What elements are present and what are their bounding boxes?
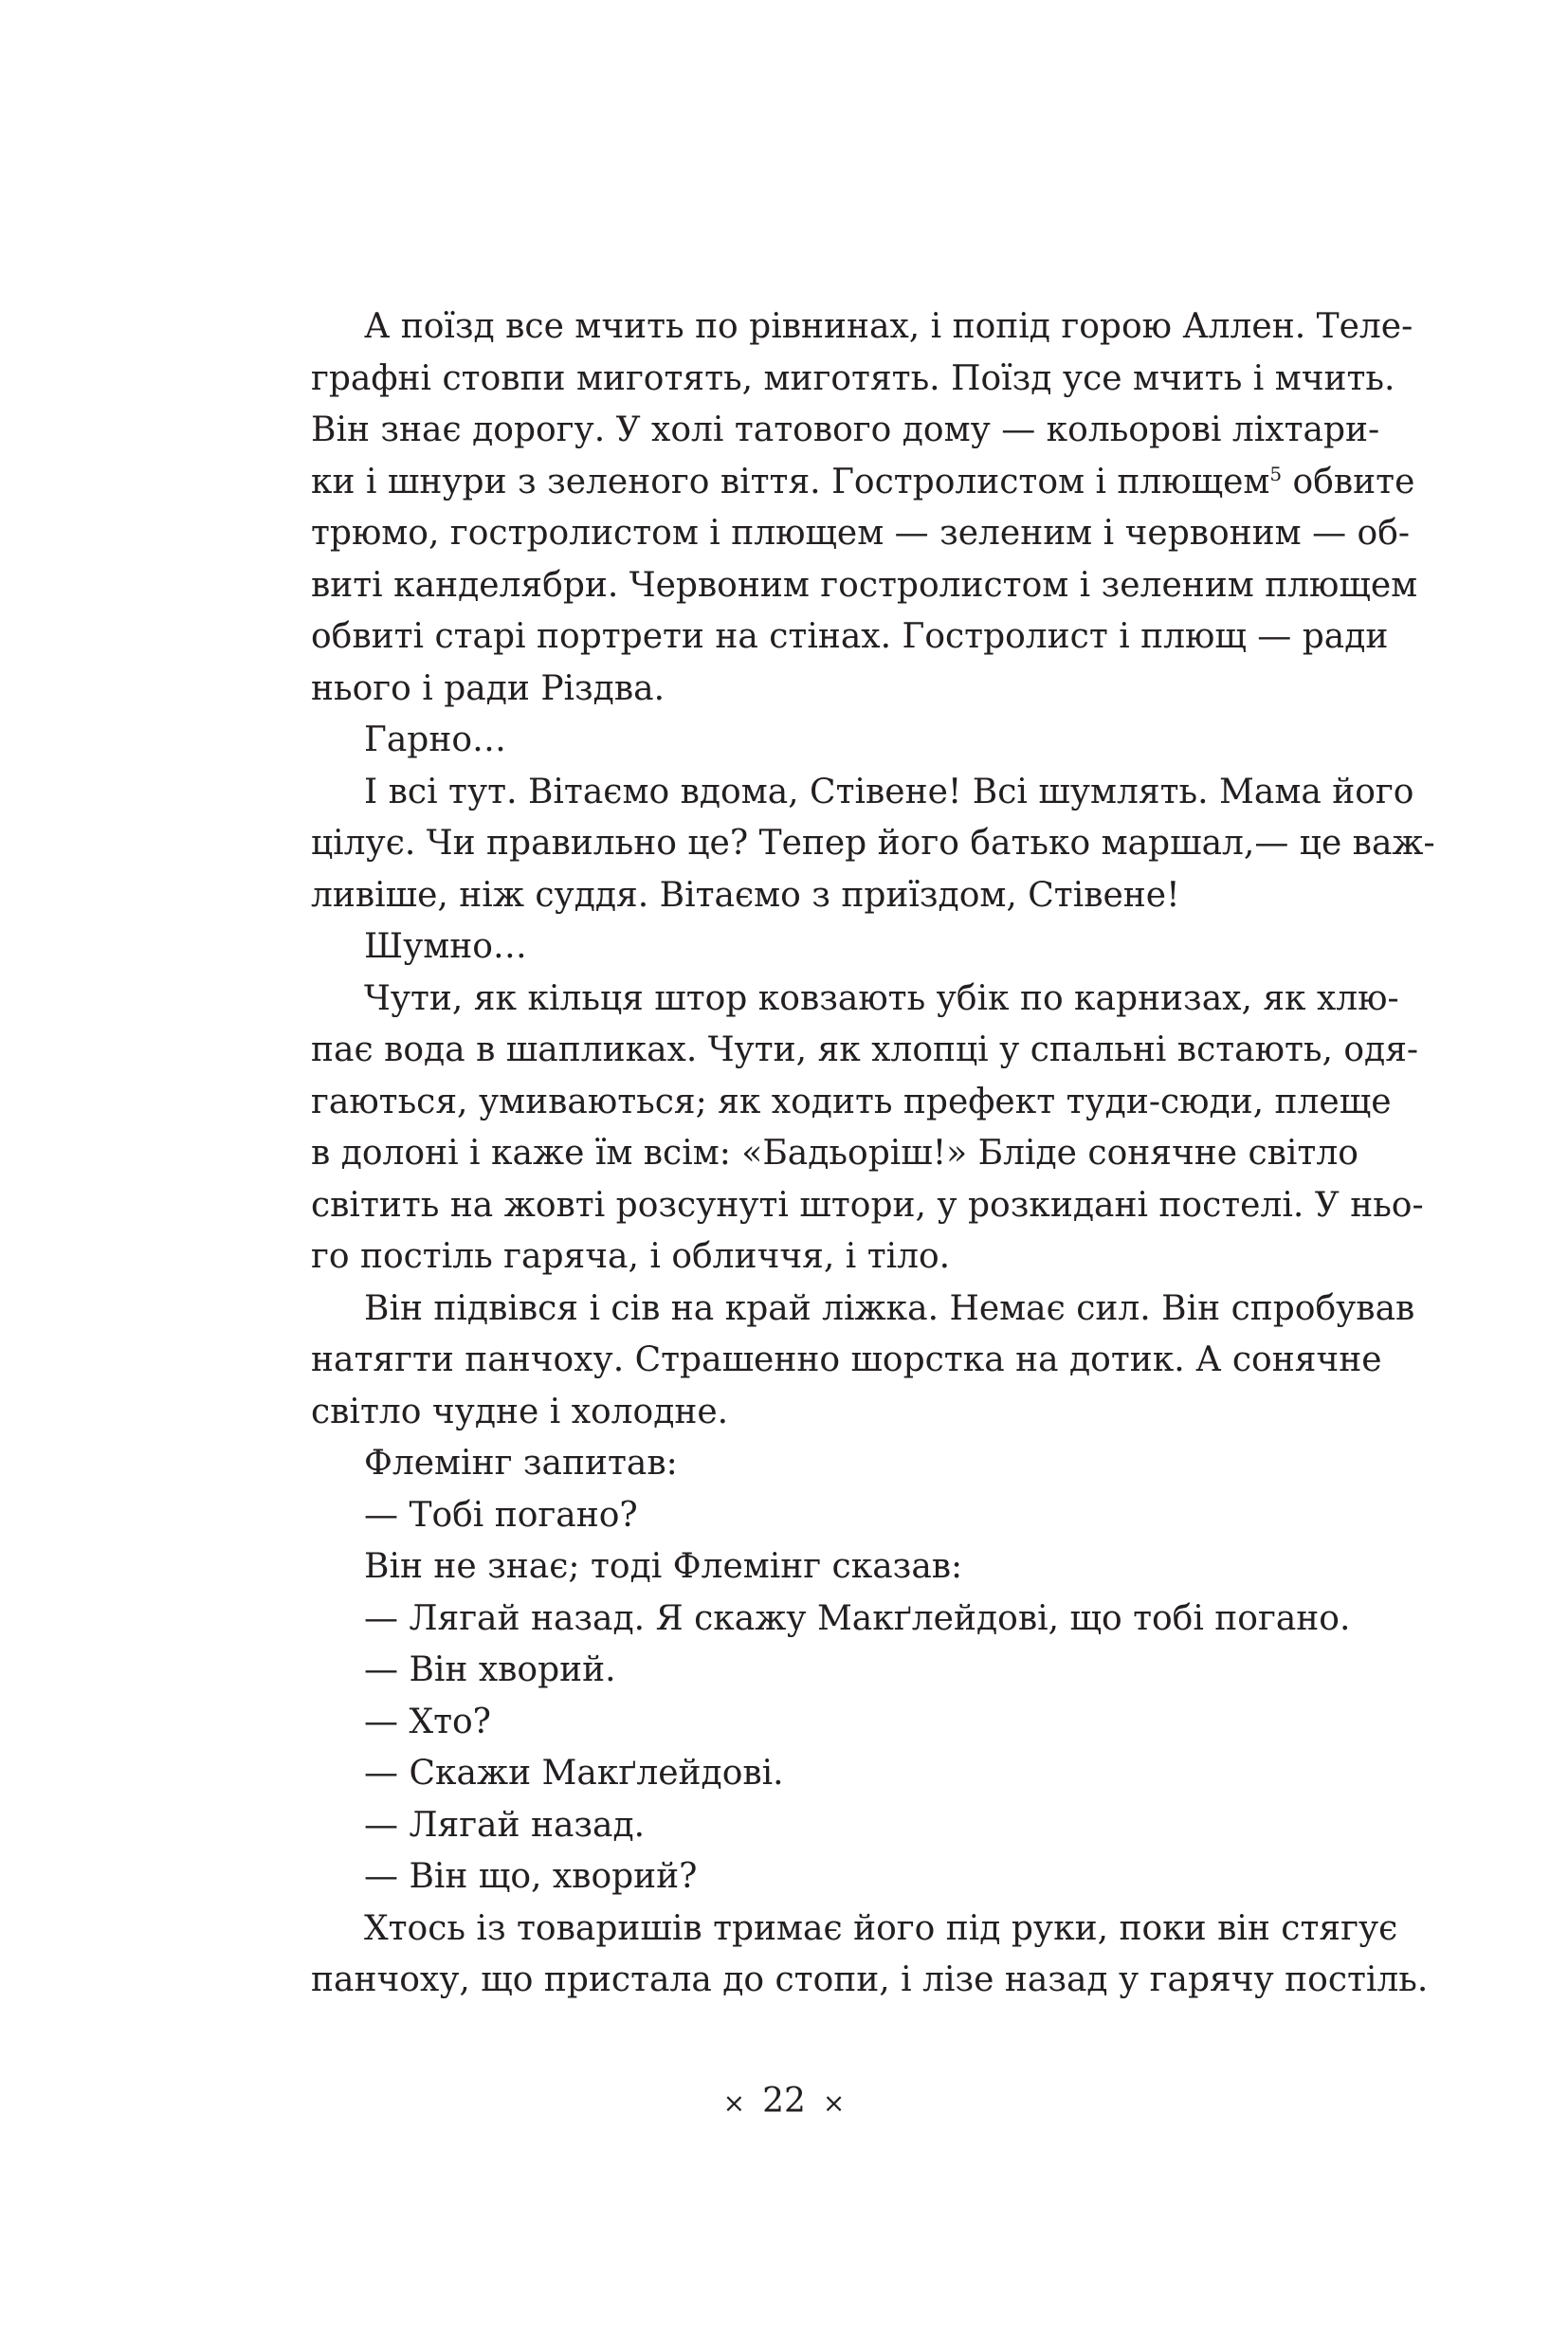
line-text: Він підвівся і сів на край ліжка. Немає сил. Він спробував <box>364 1288 1415 1328</box>
paragraph <box>311 1438 1259 1490</box>
text-line <box>311 1800 1259 1852</box>
text-line <box>311 1594 1351 1646</box>
line-text: ливіше, ніж суддя. Вітаємо з приїздом, Стівене! <box>311 875 1180 915</box>
page-folio <box>0 2082 1568 2121</box>
line-text: пає вода в шапликах. Чути, як хлопці у спальні встають, одя- <box>311 1030 1419 1069</box>
paragraph <box>311 1800 1259 1852</box>
text-line <box>311 611 1389 664</box>
line-text: гаються, умиваються; як ходить префект туди-сюди, плеще <box>311 1082 1392 1121</box>
text-line <box>311 818 1435 870</box>
page-body <box>311 301 1435 2007</box>
text-line <box>311 1025 1419 1077</box>
line-text: світить на жовті розсунуті штори, у розкидані постелі. У ньо- <box>311 1185 1424 1225</box>
text-line <box>311 457 1415 509</box>
line-text: Чути, як кільця штор ковзають убік по карнизах, як хлю- <box>364 978 1399 1018</box>
text-line <box>311 767 1414 819</box>
line-text: натягти панчоху. Страшенно шорстка на дотик. А сонячне <box>311 1340 1382 1379</box>
text-line <box>311 508 1411 560</box>
text-line <box>311 1180 1424 1232</box>
text-line <box>311 1748 1259 1800</box>
footnote-marker: 5 <box>1269 462 1283 485</box>
paragraph <box>311 1645 1259 1697</box>
text-line <box>311 921 1259 974</box>
text-line <box>311 1077 1392 1129</box>
paragraph <box>311 921 1259 974</box>
line-text: Гарно… <box>364 720 507 759</box>
paragraph <box>311 1284 1415 1439</box>
paragraph <box>311 1697 1259 1749</box>
line-text: — Лягай назад. Я скажу Макґлейдові, що тобі погано. <box>364 1598 1351 1638</box>
paragraph <box>311 301 1418 715</box>
text-line <box>311 405 1380 457</box>
line-text: А поїзд все мчить по рівнинах, і попід горою Аллен. Теле- <box>364 307 1413 346</box>
paragraph <box>311 1541 1259 1594</box>
text-line <box>311 1955 1429 2007</box>
line-text: графні стовпи миготять, миготять. Поїзд усе мчить і мчить. <box>311 358 1395 398</box>
line-text: панчоху, що пристала до стопи, і лізе назад у гарячу постіль. <box>311 1960 1429 1999</box>
line-text: Він знає дорогу. У холі татового дому — кольорові ліхтари- <box>311 410 1380 449</box>
line-text: ки і шнури з зеленого віття. Гостролистом і плющем <box>311 462 1270 501</box>
text-line <box>311 870 1259 922</box>
line-text: — Хто? <box>364 1702 491 1741</box>
line-text: Флемінг запитав: <box>364 1444 678 1483</box>
text-line <box>311 354 1395 406</box>
line-text: світло чудне і холодне. <box>311 1392 729 1431</box>
paragraph <box>311 974 1424 1284</box>
paragraph <box>311 1490 1259 1542</box>
folio-left-ornament: × <box>722 2087 746 2119</box>
line-text: — Скажи Макґлейдові. <box>364 1754 784 1793</box>
line-text: виті канделябри. Червоним гостролистом і зеленим плющем <box>311 565 1418 605</box>
line-text-continuation: обвите <box>1282 462 1415 501</box>
text-line <box>311 1697 1259 1749</box>
text-line <box>311 664 1259 716</box>
text-line <box>311 1231 1259 1284</box>
paragraph <box>311 1594 1351 1646</box>
text-line <box>311 715 1259 767</box>
folio-right-ornament: × <box>822 2087 846 2119</box>
paragraph <box>311 1748 1259 1800</box>
text-line <box>311 1128 1358 1180</box>
text-line <box>311 974 1399 1026</box>
line-text: Хтось із товаришів тримає його під руки, поки він стягує <box>364 1908 1398 1948</box>
paragraph <box>311 1904 1429 2007</box>
line-text: — Він хворий. <box>364 1650 616 1689</box>
text-line <box>311 1851 1259 1904</box>
text-line <box>311 1645 1259 1697</box>
line-text: Шумно… <box>364 927 527 966</box>
paragraph <box>311 767 1435 922</box>
text-line <box>311 1438 1259 1490</box>
line-text: нього і ради Різдва. <box>311 668 665 708</box>
text-line <box>311 301 1413 354</box>
paragraph <box>311 715 1259 767</box>
text-line <box>311 1284 1415 1336</box>
text-line <box>311 1541 1259 1594</box>
page-number: 22 <box>762 2082 806 2121</box>
line-text: Він не знає; тоді Флемінг сказав: <box>364 1547 963 1586</box>
line-text: обвиті старі портрети на стінах. Гостролист і плющ — ради <box>311 617 1389 656</box>
line-text: цілує. Чи правильно це? Тепер його батько маршал,— це важ- <box>311 824 1435 863</box>
text-line <box>311 1387 1259 1439</box>
text-line <box>311 560 1418 612</box>
line-text: І всі тут. Вітаємо вдома, Стівене! Всі шумлять. Мама його <box>364 772 1414 811</box>
line-text: го постіль гаряча, і обличчя, і тіло. <box>311 1237 951 1276</box>
text-line <box>311 1904 1398 1956</box>
paragraph <box>311 1851 1259 1904</box>
text-line <box>311 1490 1259 1542</box>
line-text: — Лягай назад. <box>364 1805 646 1845</box>
line-text: трюмо, гостролистом і плющем — зеленим і червоним — об- <box>311 514 1411 553</box>
line-text: — Він що, хворий? <box>364 1857 698 1896</box>
line-text: в долоні і каже їм всім: «Бадьоріш!» Бліде сонячне світло <box>311 1134 1358 1173</box>
text-line <box>311 1335 1382 1387</box>
line-text: — Тобі погано? <box>364 1495 638 1535</box>
